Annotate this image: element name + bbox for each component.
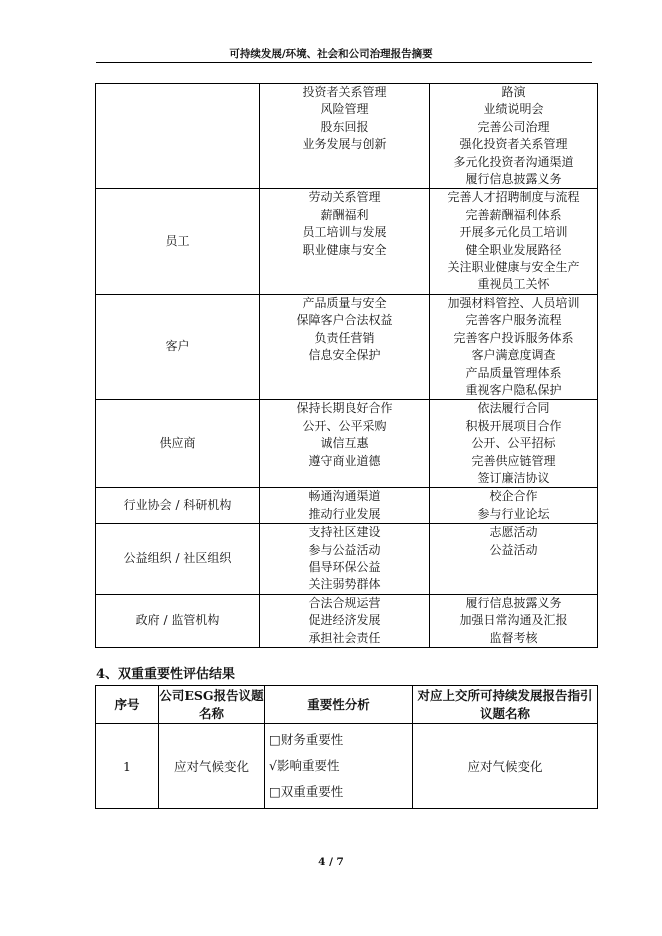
header-rule	[96, 62, 592, 63]
stakeholder-concerns	[260, 594, 430, 647]
response-item: 路演	[501, 85, 526, 99]
stakeholder-responses	[430, 400, 598, 488]
concern-item: 职业健康与安全	[302, 242, 387, 257]
response-item: 完善人才招聘制度与流程	[447, 190, 580, 205]
header-no: 序号	[96, 686, 159, 724]
stakeholder-name: 员工	[96, 189, 260, 294]
stakeholder-name: 客户	[96, 294, 260, 399]
concern-item: 保持长期良好合作	[296, 401, 393, 416]
response-item: 依法履行合同	[477, 401, 550, 416]
row-topic: 应对气候变化	[159, 724, 265, 809]
concern-item: 业务发展与创新	[302, 137, 387, 152]
stakeholder-row	[96, 400, 598, 488]
stakeholder-responses	[430, 488, 598, 524]
response-item: 关注职业健康与安全生产	[447, 260, 580, 275]
header-analysis: 重要性分析	[265, 686, 413, 724]
concern-item: 诚信互惠	[320, 436, 369, 451]
stakeholder-concerns	[260, 84, 430, 189]
response-item: 完善公司治理	[477, 119, 550, 134]
stakeholder-row	[96, 524, 598, 595]
concern-item: 公开、公平采购	[302, 418, 387, 433]
stakeholder-row	[96, 294, 598, 399]
response-item: 公益活动	[489, 542, 538, 557]
response-item: 加强日常沟通及汇报	[459, 613, 568, 628]
stakeholder-concerns	[260, 189, 430, 294]
header-topic: 公司ESG报告议题名称	[159, 686, 265, 724]
materiality-header-row	[96, 686, 598, 724]
response-item: 志愿活动	[489, 525, 538, 540]
materiality-options	[265, 724, 413, 809]
concern-item: 合法合规运营	[308, 595, 381, 610]
concern-item: 遵守商业道德	[308, 453, 381, 468]
concern-item: 信息安全保护	[308, 348, 381, 363]
concern-item: 保障客户合法权益	[296, 313, 393, 328]
concern-item: 支持社区建设	[308, 525, 381, 540]
concern-item: 畅通沟通渠道	[308, 489, 381, 504]
stakeholder-name: 政府 / 监管机构	[96, 594, 260, 647]
stakeholder-concerns	[260, 400, 430, 488]
response-item: 强化投资者关系管理	[459, 137, 568, 152]
stakeholder-responses	[430, 294, 598, 399]
response-item: 加强材料管控、人员培训	[447, 295, 580, 310]
stakeholder-concerns	[260, 294, 430, 399]
concern-item: 负责任营销	[314, 330, 375, 345]
response-item: 完善供应链管理	[471, 453, 556, 468]
response-item: 业绩说明会	[483, 102, 544, 117]
concern-item: 参与公益活动	[308, 542, 381, 557]
response-item: 完善客户投诉服务体系	[453, 330, 574, 345]
response-item: 开展多元化员工培训	[459, 225, 568, 240]
materiality-table	[95, 685, 598, 809]
response-item: 重视员工关怀	[477, 277, 550, 292]
response-item: 客户满意度调查	[471, 348, 556, 363]
concern-item: 股东回报	[320, 119, 369, 134]
stakeholder-name: 供应商	[96, 400, 260, 488]
response-item: 公开、公平招标	[471, 436, 556, 451]
materiality-row	[96, 724, 598, 809]
page-number: 4 / 7	[318, 856, 344, 868]
stakeholder-name	[96, 84, 260, 189]
stakeholder-concerns	[260, 524, 430, 595]
response-item: 签订廉洁协议	[477, 470, 550, 485]
header-sse-topic: 对应上交所可持续发展报告指引议题名称	[413, 686, 598, 724]
page-header: 可持续发展/环境、社会和公司治理报告摘要	[229, 48, 433, 60]
concern-item: 倡导环保公益	[308, 559, 381, 574]
concern-item: 投资者关系管理	[302, 85, 387, 99]
stakeholder-row	[96, 189, 598, 294]
row-sse-topic: 应对气候变化	[413, 724, 598, 809]
stakeholder-name: 公益组织 / 社区组织	[96, 524, 260, 595]
stakeholder-responses	[430, 84, 598, 189]
response-item: 完善薪酬福利体系	[465, 207, 562, 222]
row-no: 1	[96, 724, 159, 809]
option-double: □双重重要性	[269, 784, 344, 799]
response-item: 参与行业论坛	[477, 506, 550, 521]
response-item: 校企合作	[489, 489, 538, 504]
concern-item: 促进经济发展	[308, 613, 381, 628]
stakeholder-responses	[430, 189, 598, 294]
concern-item: 劳动关系管理	[308, 190, 381, 205]
response-item: 健全职业发展路径	[465, 242, 562, 257]
concern-item: 关注弱势群体	[308, 577, 381, 592]
response-item: 监督考核	[489, 630, 538, 645]
stakeholder-responses	[430, 594, 598, 647]
concern-item: 产品质量与安全	[302, 295, 387, 310]
stakeholder-row	[96, 594, 598, 647]
stakeholder-table	[95, 83, 598, 648]
stakeholder-row	[96, 84, 598, 189]
response-item: 履行信息披露义务	[465, 172, 562, 187]
response-item: 多元化投资者沟通渠道	[453, 154, 574, 169]
stakeholder-concerns	[260, 488, 430, 524]
response-item: 积极开展项目合作	[465, 418, 562, 433]
response-item: 完善客户服务流程	[465, 313, 562, 328]
stakeholder-name: 行业协会 / 科研机构	[96, 488, 260, 524]
concern-item: 薪酬福利	[320, 207, 369, 222]
concern-item: 风险管理	[320, 102, 369, 117]
response-item: 履行信息披露义务	[465, 595, 562, 610]
option-impact: √影响重要性	[269, 758, 340, 773]
stakeholder-row	[96, 488, 598, 524]
response-item: 产品质量管理体系	[465, 365, 562, 380]
stakeholder-responses	[430, 524, 598, 595]
option-financial: □财务重要性	[269, 732, 344, 747]
section-title: 4、双重重要性评估结果	[96, 667, 236, 682]
response-item: 重视客户隐私保护	[465, 382, 562, 397]
concern-item: 推动行业发展	[308, 506, 381, 521]
concern-item: 承担社会责任	[308, 630, 381, 645]
concern-item: 员工培训与发展	[302, 225, 387, 240]
